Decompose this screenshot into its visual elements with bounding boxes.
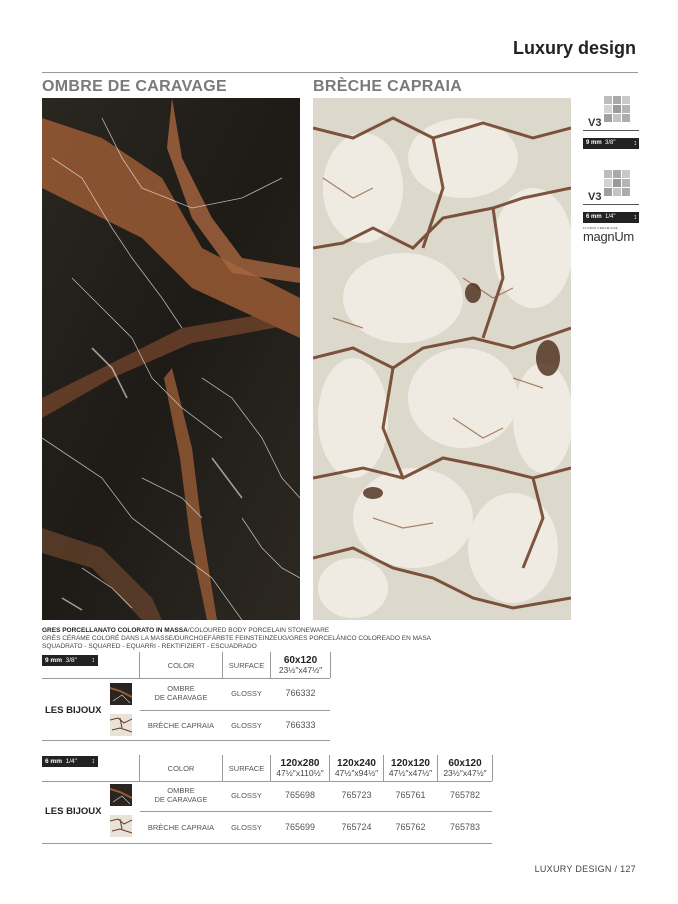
page-title: Luxury design	[512, 38, 636, 58]
thickness-mm: 6 mm	[586, 214, 602, 220]
table2-size-header-2	[330, 758, 383, 778]
table1-surface-header: SURFACE	[228, 661, 265, 670]
thickness-mm: 9 mm	[586, 140, 602, 146]
thickness-bar	[583, 138, 639, 149]
table2-series-name: LES BIJOUX	[45, 806, 102, 817]
size-cm: 120x240	[337, 758, 376, 769]
table2-row1-code-2: 765723	[341, 790, 372, 800]
up-down-arrow-icon: ↕	[633, 140, 637, 147]
ombre-swatch-thumbnail	[110, 784, 132, 806]
v3-variation-square	[604, 170, 612, 178]
table2-row1-code-4: 765782	[449, 790, 481, 800]
product-name-ombre: OMBRE DE CARAVAGE	[42, 78, 227, 95]
table2-color-header: COLOR	[167, 764, 195, 773]
v3-variation-square	[613, 170, 621, 178]
table2-row2-code-3: 765762	[395, 822, 426, 832]
thickness-in: 3/8"	[65, 657, 77, 664]
table2-thickness-bar	[42, 756, 98, 767]
table2-row2-code-2: 765724	[341, 822, 372, 832]
thickness-mm: 6 mm	[45, 758, 62, 765]
size-cm: 60x120	[283, 655, 318, 666]
description-line1: /COLOURED BODY PORCELAIN STONEWARE	[187, 627, 330, 634]
v3-variation-square	[622, 96, 630, 104]
thickness-bar	[583, 212, 639, 223]
table2-row2-code-1: 765699	[284, 822, 316, 832]
v3-variation-square	[622, 114, 630, 122]
table2-size-header-4	[438, 758, 492, 778]
thickness-in: 1/4"	[65, 758, 77, 765]
size-inch: 23½″x47½″	[443, 768, 487, 778]
v3-variation-square	[622, 179, 630, 187]
table2-row1-surface: GLOSSY	[231, 791, 262, 800]
header-divider	[42, 72, 638, 73]
table2-row2-surface: GLOSSY	[231, 823, 262, 832]
table1-size-header	[271, 655, 330, 675]
breche-swatch-thumbnail	[110, 815, 132, 837]
v3-variation-square	[604, 188, 612, 196]
size-inch: 23½″x47½″	[278, 665, 323, 675]
table2-size-header-3	[384, 758, 437, 778]
table1-color-header: COLOR	[167, 661, 195, 670]
badge-divider	[583, 130, 639, 131]
v3-variation-square	[604, 179, 612, 187]
up-down-arrow-icon: ↕	[91, 758, 95, 765]
v3-variation-code: V3	[588, 117, 602, 129]
spec-badge-9mm	[582, 96, 640, 156]
table2-bottom-rule	[42, 843, 492, 844]
table1-row2-surface: GLOSSY	[231, 721, 262, 730]
v3-variation-square	[613, 96, 621, 104]
table1-header-rule	[42, 678, 330, 679]
ombre-swatch-thumbnail	[110, 683, 132, 705]
table1-series-name: LES BIJOUX	[45, 705, 102, 716]
table1-row1-surface: GLOSSY	[231, 689, 262, 698]
size-inch: 47½″x47½″	[388, 768, 433, 778]
v3-variation-square	[622, 105, 630, 113]
v3-variation-square	[604, 96, 612, 104]
description-line3: SQUADRATO - SQUARED - EQUARRI - REKTIFIZIERT - ESCUADRADO	[42, 643, 257, 650]
material-description	[42, 627, 462, 651]
thickness-mm: 9 mm	[45, 657, 62, 664]
v3-variation-square	[622, 188, 630, 196]
page-footer: LUXURY DESIGN / 127	[534, 864, 636, 874]
thickness-in: 1/4"	[605, 214, 616, 220]
table1-row-rule	[140, 710, 330, 711]
table2-row1-code-3: 765761	[395, 790, 426, 800]
size-cm: 120x120	[391, 758, 430, 769]
table2-header-rule	[42, 781, 492, 782]
size-inch: 47½″x94½″	[334, 768, 379, 778]
table2-row1-code-1: 765698	[284, 790, 316, 800]
product-name-breche: BRÈCHE CAPRAIA	[313, 78, 463, 95]
table1-row1-color: OMBRE DE CARAVAGE	[154, 684, 208, 702]
size-inch: 47½″x110½″	[276, 768, 324, 778]
table1-row2-code: 766333	[285, 720, 316, 730]
spec-badge-6mm	[582, 170, 640, 245]
size-cm: 120x280	[280, 758, 320, 769]
v3-variation-square	[613, 105, 621, 113]
badge-divider	[583, 204, 639, 205]
table1-col-divider	[330, 652, 331, 678]
table2-row-rule	[140, 811, 492, 812]
breche-capraia-slab-image	[313, 98, 571, 620]
table2-row1-color: OMBRE DE CARAVAGE	[154, 786, 208, 804]
up-down-arrow-icon: ↕	[91, 657, 95, 664]
v3-variation-square	[604, 114, 612, 122]
table1-bottom-rule	[42, 740, 330, 741]
description-bold: GRES PORCELLANATO COLORATO IN MASSA	[42, 627, 188, 634]
v3-variation-square	[613, 114, 621, 122]
thickness-in: 3/8"	[605, 140, 616, 146]
v3-variation-square	[622, 170, 630, 178]
table1-row2-color: BRÈCHE CAPRAIA	[147, 721, 215, 730]
table1-row1-code: 766332	[285, 688, 316, 698]
description-line2: GRÈS CÉRAME COLORÉ DANS LA MASSE/DURCHGEFÄRBTE FEINSTEINZEUG/GRES PORCELÁNICO COLOREADO EN MASA	[42, 635, 431, 642]
magnum-logo: magnUm	[583, 229, 634, 244]
table2-size-header-1	[271, 758, 329, 778]
v3-variation-square	[604, 105, 612, 113]
table2-row2-color: BRÈCHE CAPRAIA	[147, 823, 215, 832]
size-cm: 60x120	[448, 758, 482, 769]
v3-variation-code: V3	[588, 191, 602, 203]
ombre-de-caravage-slab-image	[42, 98, 300, 620]
table1-thickness-bar	[42, 655, 98, 666]
table2-row2-code-4: 765783	[449, 822, 481, 832]
v3-variation-square	[613, 188, 621, 196]
up-down-arrow-icon: ↕	[633, 214, 637, 221]
v3-variation-square	[613, 179, 621, 187]
breche-swatch-thumbnail	[110, 714, 132, 736]
brand-subtitle: FLORIM CERAMICHE	[583, 226, 618, 230]
table2-surface-header: SURFACE	[228, 764, 265, 773]
table2-col-divider	[492, 755, 493, 781]
